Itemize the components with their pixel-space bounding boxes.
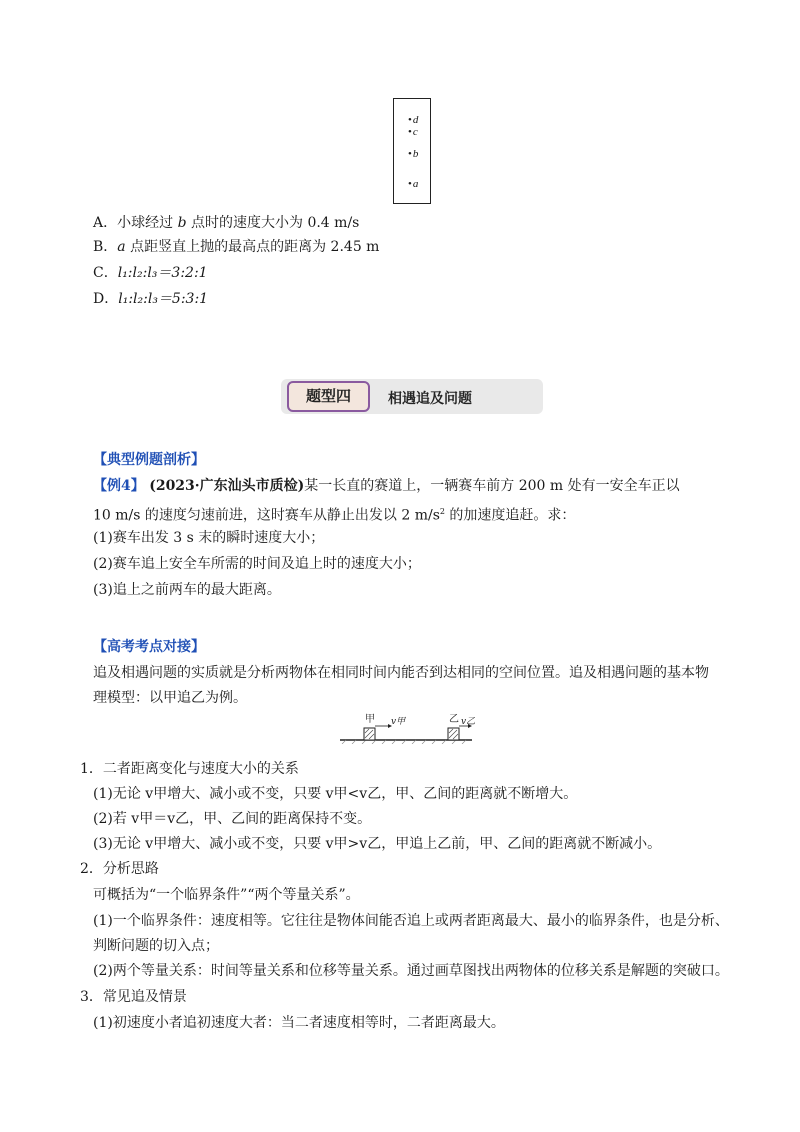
option-b [93, 238, 379, 256]
banner-title: 相遇追及问题 [388, 391, 472, 407]
example-text-2b: 的加速度追赶。求： [444, 507, 576, 524]
point-d-label: • d [408, 114, 418, 126]
option-c-text: l₁:l₂:l₃＝3:2:1 [117, 265, 208, 281]
point-1-item-3: (3)无论 v甲增大、减小或不变，只要 v甲>v乙，甲追上乙前，甲、乙间的距离就不断减小。 [93, 836, 662, 852]
point-a-label: • a [408, 178, 418, 190]
point-c-label: • c [408, 126, 418, 138]
option-a-var: b [177, 215, 187, 231]
example-text-1: 某一长直的赛道上，一辆赛车前方 200 m 处有一安全车正以 [304, 478, 680, 494]
banner-tag: 题型四 [287, 381, 370, 412]
example-line-1 [93, 477, 680, 495]
option-a-text: 点时的速度大小为 0.4 m/s [191, 215, 360, 231]
point-1-item-2: (2)若 v甲＝v乙，甲、乙间的距离保持不变。 [93, 811, 372, 827]
option-a [93, 214, 359, 232]
point-2-item-1a: (1)一个临界条件：速度相等。它往往是物体间能否追上或两者距离最大、最小的临界条件，也是分析、 [93, 913, 729, 929]
example-line-2 [93, 503, 575, 525]
question-2: (2)赛车追上安全车所需的时间及追上时的速度大小； [93, 556, 421, 572]
option-d [93, 290, 208, 308]
point-1-title: 1．二者距离变化与速度大小的关系 [80, 761, 299, 777]
label-yi: 乙 [449, 714, 459, 725]
option-b-prefix: B． [93, 239, 118, 255]
example-heading: 【典型例题剖析】 [93, 452, 205, 468]
point-2-intro: 可概括为“一个临界条件”“两个等量关系”。 [93, 887, 360, 903]
point-3-item-1: (1)初速度小者追初速度大者：当二者速度相等时，二者距离最大。 [93, 1015, 505, 1031]
intro-line-2: 理模型：以甲追乙为例。 [93, 690, 247, 706]
point-3-title: 3．常见追及情景 [80, 989, 187, 1005]
question-3: (3)追上之前两车的最大距离。 [93, 582, 281, 598]
question-1: (1)赛车出发 3 s 末的瞬时速度大小； [93, 530, 325, 546]
option-b-text: 点距竖直上抛的最高点的距离为 2.45 m [130, 239, 380, 255]
label-v-yi: v乙 [461, 717, 476, 727]
example-sup: 2 [439, 507, 445, 516]
label-v-jia: v甲 [391, 717, 406, 727]
point-2-item-2: (2)两个等量关系：时间等量关系和位移等量关系。通过画草图找出两物体的位移关系是解题的突破口。 [93, 963, 729, 979]
option-d-text: l₁:l₂:l₃＝5:3:1 [118, 291, 209, 307]
example-text-2a: 10 m/s 的速度匀速前进，这时赛车从静止出发以 2 m/s [93, 507, 440, 524]
exam-heading: 【高考考点对接】 [93, 639, 205, 655]
example-label: 【例4】 [93, 478, 145, 494]
label-jia: 甲 [365, 714, 375, 725]
option-c [93, 264, 208, 282]
intro-line-1: 追及相遇问题的实质就是分析两物体在相同时间内能否到达相同的空间位置。追及相遇问题的基本物 [93, 665, 709, 681]
option-a-prefix: A．小球经过 [93, 215, 174, 231]
example-source: (2023·广东汕头市质检) [149, 478, 305, 494]
option-c-prefix: C． [93, 265, 118, 281]
point-1-item-1: (1)无论 v甲增大、减小或不变，只要 v甲<v乙，甲、乙间的距离就不断增大。 [93, 786, 578, 802]
option-d-prefix: D． [93, 291, 119, 307]
point-b-label: • b [408, 148, 418, 160]
point-2-title: 2．分析思路 [80, 861, 159, 877]
point-2-item-1b: 判断问题的切入点； [93, 938, 219, 954]
option-b-var: a [117, 239, 126, 255]
